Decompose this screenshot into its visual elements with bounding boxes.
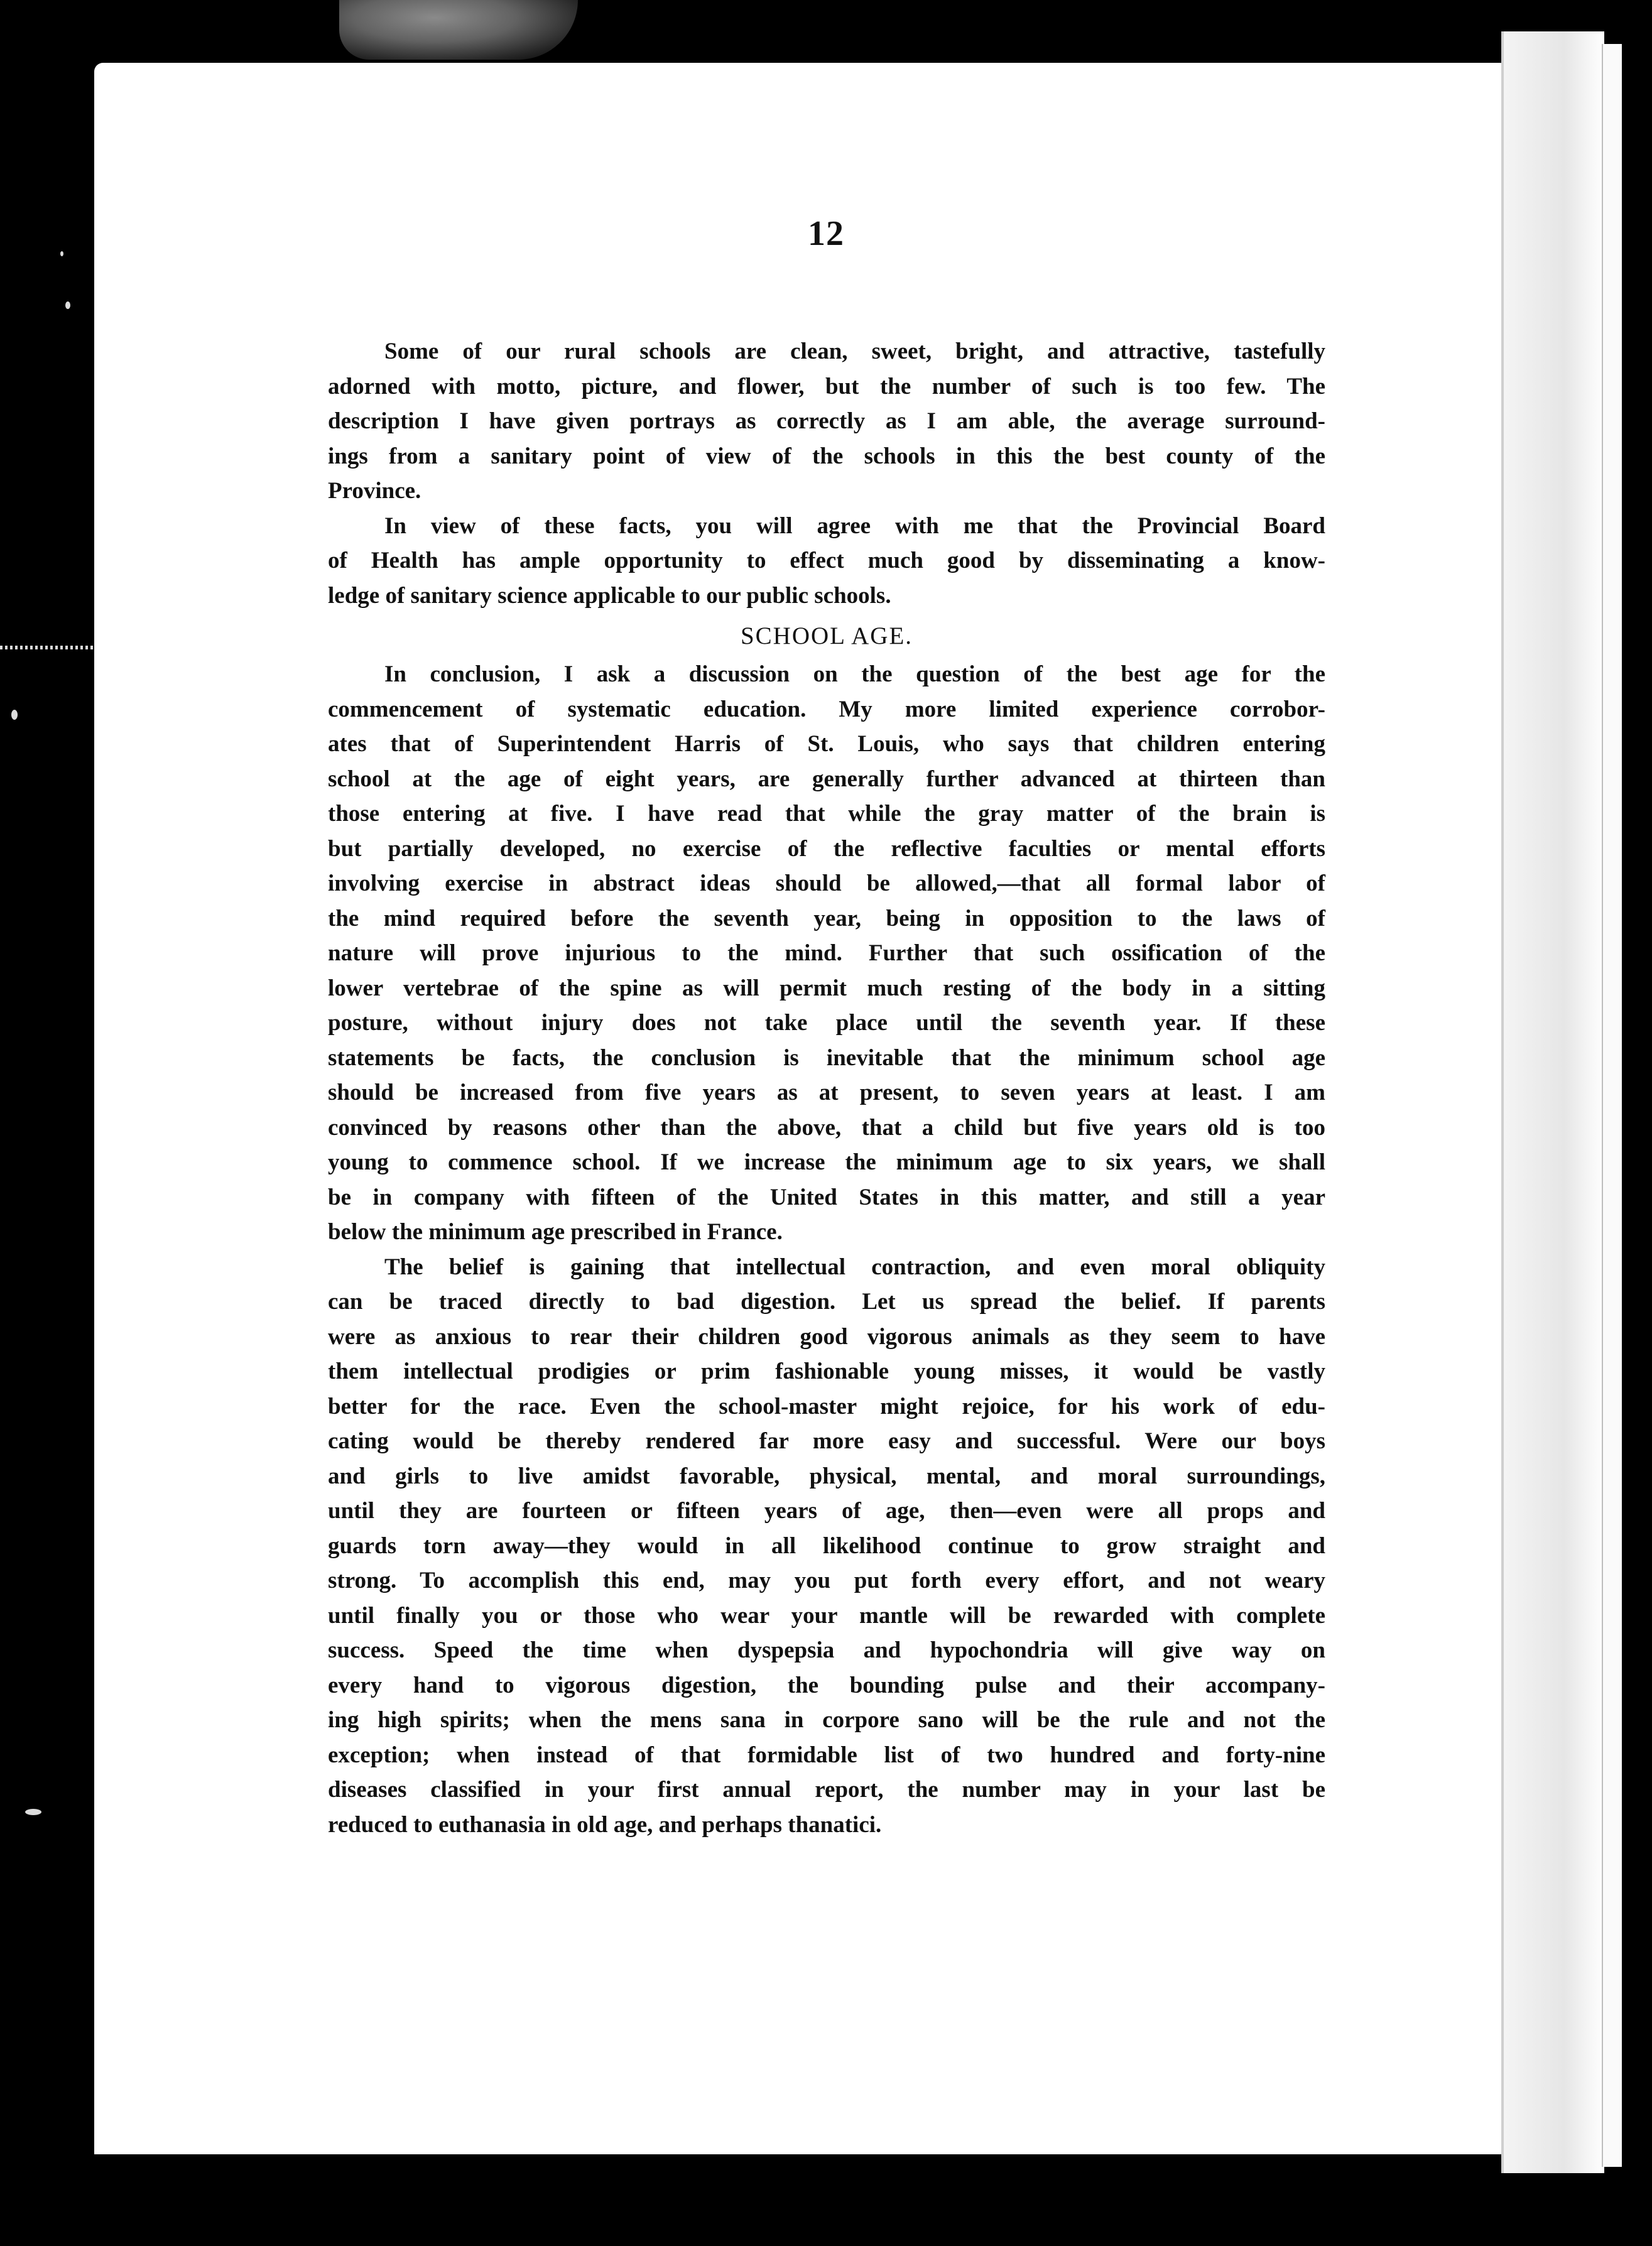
text-line: strong. To accomplish this end, may you put forth every effort, and not weary — [328, 1568, 1325, 1593]
adjacent-page-edge — [1501, 31, 1604, 2173]
text-line: the mind required before the seventh year, being in opposition to the laws of — [328, 905, 1325, 931]
adjacent-page-edge-2 — [1602, 44, 1622, 2167]
text-line: be in company with fifteen of the United States in this matter, and still a year — [328, 1184, 1325, 1210]
text-line: below the minimum age prescribed in France. — [328, 1219, 783, 1245]
text-line: adorned with motto, picture, and flower, but the number of such is too few. The — [328, 373, 1325, 399]
text-line: but partially developed, no exercise of the reflective faculties or mental efforts — [328, 835, 1325, 862]
text-line: Some of our rural schools are clean, sweet, bright, and attractive, tastefully — [384, 339, 1325, 364]
text-line: until finally you or those who wear your mantle will be rewarded with complete — [328, 1602, 1325, 1629]
text-line: reduced to euthanasia in old age, and perhaps thanatici. — [328, 1811, 882, 1838]
text-line: ates that of Superintendent Harris of St. Louis, who says that children entering — [328, 731, 1325, 757]
page-number: 12 — [808, 214, 844, 253]
text-line: diseases classified in your first annual report, the number may in your last be — [328, 1777, 1325, 1803]
text-line: and girls to live amidst favorable, physical, mental, and moral surroundings, — [328, 1463, 1325, 1489]
text-line: of Health has ample opportunity to effect much good by disseminating a know- — [328, 548, 1325, 573]
text-line: cating would be thereby rendered far more easy and successful. Were our boys — [328, 1428, 1325, 1454]
text-line: ing high spirits; when the mens sana in corpore sano will be the rule and not the — [328, 1707, 1325, 1733]
scan-speck — [25, 1809, 41, 1815]
text-line: young to commence school. If we increase the minimum age to six years, we shall — [328, 1149, 1325, 1175]
text-line: exception; when instead of that formidable list of two hundred and forty-nine — [328, 1742, 1325, 1768]
text-line: statements be facts, the conclusion is inevitable that the minimum school age — [328, 1044, 1325, 1071]
text-line: success. Speed the time when dyspepsia and hypochondria will give way on — [328, 1637, 1325, 1663]
dotted-scan-artifact — [0, 646, 94, 649]
text-line: guards torn away—they would in all likelihood continue to grow straight and — [328, 1533, 1325, 1559]
text-line: those entering at five. I have read that while the gray matter of the brain is — [328, 801, 1325, 827]
text-line: them intellectual prodigies or prim fashionable young misses, it would be vastly — [328, 1359, 1325, 1384]
text-line: involving exercise in abstract ideas should be allowed,—that all formal labor of — [328, 871, 1325, 896]
text-line: ledge of sanitary science applicable to our public schools. — [328, 582, 891, 609]
text-line: were as anxious to rear their children good vigorous animals as they seem to have — [328, 1323, 1325, 1350]
text-line: In view of these facts, you will agree with me that the Provincial Board — [384, 513, 1325, 539]
text-line: should be increased from five years as at present, to seven years at least. I am — [328, 1080, 1325, 1105]
text-line: school at the age of eight years, are generally further advanced at thirteen than — [328, 766, 1325, 792]
text-line: Province. — [328, 478, 421, 504]
text-line: lower vertebrae of the spine as will permit much resting of the body in a sitting — [328, 975, 1325, 1001]
text-line: description I have given portrays as correctly as I am able, the average surround- — [328, 408, 1325, 434]
text-line: In conclusion, I ask a discussion on the question of the best age for the — [384, 661, 1325, 687]
text-line: better for the race. Even the school-master might rejoice, for his work of edu- — [328, 1393, 1325, 1419]
text-line: commencement of systematic education. My more limited experience corrobor- — [328, 696, 1325, 722]
text-line: can be traced directly to bad digestion. Let us spread the belief. If parents — [328, 1289, 1325, 1315]
text-line: every hand to vigorous digestion, the bounding pulse and their accompany- — [328, 1672, 1325, 1698]
text-line: The belief is gaining that intellectual contraction, and even moral obliquity — [384, 1254, 1325, 1280]
text-line: ings from a sanitary point of view of the schools in this the best county of the — [328, 443, 1325, 469]
text-line: until they are fourteen or fifteen years of age, then—even were all props and — [328, 1498, 1325, 1524]
body-text — [328, 334, 1325, 1842]
text-line: convinced by reasons other than the above, that a child but five years old is too — [328, 1114, 1325, 1141]
scan-speck — [65, 301, 70, 309]
text-line: posture, without injury does not take place until the seventh year. If these — [328, 1010, 1325, 1036]
torn-page-corner — [339, 0, 578, 60]
section-heading: SCHOOL AGE. — [740, 622, 913, 649]
text-line: nature will prove injurious to the mind. Further that such ossification of the — [328, 940, 1325, 966]
scan-speck — [11, 710, 18, 720]
